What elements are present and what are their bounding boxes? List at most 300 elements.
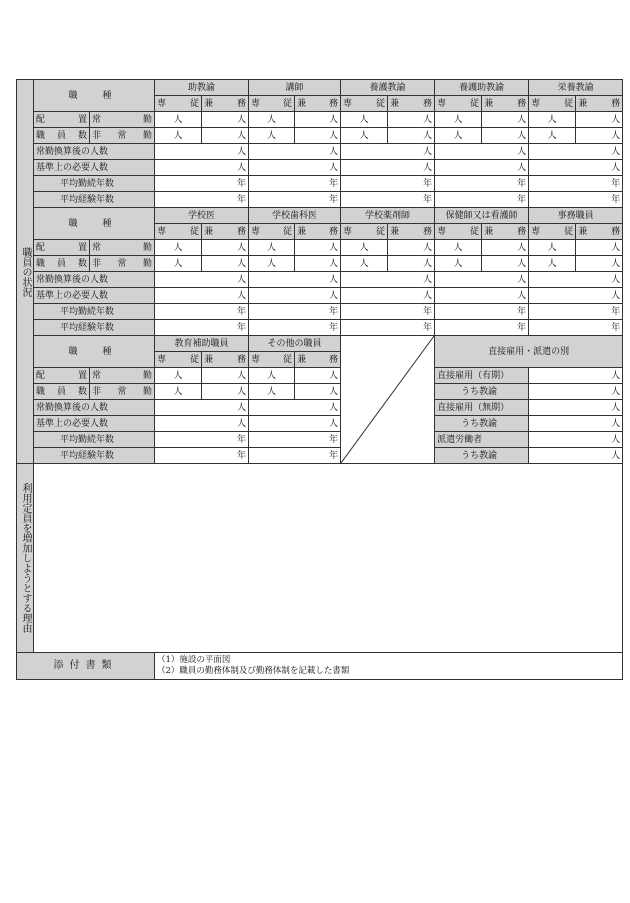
- unit: 人: [329, 242, 339, 253]
- sub-header-kenmu-text: 兼 務: [204, 354, 247, 365]
- staff-count-label-text: 職 員 数: [36, 386, 87, 397]
- sub-header-kenmu: [576, 224, 623, 240]
- sub-header-kenmu-text: 兼 務: [297, 98, 339, 109]
- unit: 人: [173, 258, 183, 269]
- unit: 人: [517, 242, 527, 253]
- employment-value-2[interactable]: [529, 400, 623, 416]
- unit: 人: [423, 274, 433, 285]
- unit: 年: [517, 178, 527, 189]
- sub-header-kenmu: [388, 224, 435, 240]
- value-cell-kenmu-2-3[interactable]: [482, 240, 529, 256]
- value-cell-kenmu-3-1[interactable]: [295, 384, 341, 400]
- job-header-2-2: 学校薬剤師: [341, 208, 435, 224]
- employment-type-label-5: うち教諭: [435, 448, 529, 464]
- unit: 人: [329, 130, 339, 141]
- unit: 人: [359, 242, 369, 253]
- value-cell-2-4[interactable]: [529, 320, 623, 336]
- row-label-kinzoku: 平均勤続年数: [34, 176, 155, 192]
- unit: 人: [611, 418, 621, 429]
- job-header-1-0: 助教諭: [155, 80, 249, 96]
- value-cell-3-1[interactable]: [249, 432, 341, 448]
- value-cell-kenmu-1-4[interactable]: [576, 128, 623, 144]
- unit: 人: [517, 274, 527, 285]
- value-cell-2-1[interactable]: [249, 304, 341, 320]
- unit: 人: [611, 146, 621, 157]
- employment-type-label-0: 直接雇用（有期）: [435, 368, 529, 384]
- unit: 年: [611, 322, 621, 333]
- employment-type-label-4: 派遣労働者: [435, 432, 529, 448]
- unit: 年: [329, 434, 339, 445]
- job-type-header: 職 種: [34, 80, 155, 112]
- value-cell-senju-2-2[interactable]: [341, 256, 388, 272]
- unit: 人: [329, 162, 339, 173]
- unit: 人: [173, 386, 183, 397]
- employment-type-label-2: 直接雇用（無期）: [435, 400, 529, 416]
- unit: 人: [611, 434, 621, 445]
- unit: 人: [267, 386, 277, 397]
- sub-header-senju-text: 専 従: [157, 226, 200, 237]
- value-cell-kenmu-1-3[interactable]: [482, 112, 529, 128]
- row-label-keiken: 平均経験年数: [34, 320, 155, 336]
- unit: 人: [237, 402, 247, 413]
- unit: 人: [423, 162, 433, 173]
- unit: 年: [517, 306, 527, 317]
- section-staff-label: 職員の状況: [17, 80, 34, 464]
- unit: 人: [453, 258, 463, 269]
- unit: 人: [329, 386, 339, 397]
- job-type-header: 職 種: [34, 208, 155, 240]
- unit: 人: [611, 450, 621, 461]
- row-label-kinzoku: 平均勤続年数: [34, 432, 155, 448]
- sub-header-kenmu-text: 兼 務: [390, 98, 433, 109]
- value-cell-1-1[interactable]: [249, 160, 341, 176]
- value-cell-kenmu-2-1[interactable]: [295, 240, 341, 256]
- value-cell-1-4[interactable]: [529, 160, 623, 176]
- staff-status-table: [16, 79, 623, 680]
- value-cell-senju-1-0[interactable]: [155, 128, 202, 144]
- unit: 人: [517, 258, 527, 269]
- sub-header-kenmu: [482, 224, 529, 240]
- employment-type-label-3: うち教諭: [435, 416, 529, 432]
- value-cell-1-0[interactable]: [155, 144, 249, 160]
- value-cell-3-0[interactable]: [155, 432, 249, 448]
- unit: 人: [173, 242, 183, 253]
- value-cell-2-3[interactable]: [435, 304, 529, 320]
- value-cell-kenmu-1-2[interactable]: [388, 128, 435, 144]
- value-cell-senju-3-0[interactable]: [155, 368, 202, 384]
- value-cell-kenmu-1-2[interactable]: [388, 112, 435, 128]
- unit: 人: [329, 258, 339, 269]
- unit: 人: [173, 370, 183, 381]
- value-cell-kenmu-3-1[interactable]: [295, 368, 341, 384]
- reason-text-area[interactable]: [34, 464, 623, 653]
- job-header-3-1: その他の職員: [249, 336, 341, 352]
- value-cell-1-2[interactable]: [341, 144, 435, 160]
- value-cell-2-4[interactable]: [529, 288, 623, 304]
- value-cell-kenmu-1-0[interactable]: [202, 112, 249, 128]
- unit: 人: [423, 114, 433, 125]
- value-cell-1-0[interactable]: [155, 160, 249, 176]
- value-cell-2-0[interactable]: [155, 272, 249, 288]
- unit: 人: [517, 130, 527, 141]
- unit: 人: [267, 130, 277, 141]
- value-cell-1-1[interactable]: [249, 176, 341, 192]
- sub-header-kenmu: [295, 224, 341, 240]
- value-cell-senju-1-2[interactable]: [341, 128, 388, 144]
- unit: 人: [329, 290, 339, 301]
- unit: 年: [237, 450, 247, 461]
- unit: 人: [611, 130, 621, 141]
- unit: 人: [237, 242, 247, 253]
- unit: 年: [237, 194, 247, 205]
- row-label-kansan: 常勤換算後の人数: [34, 400, 155, 416]
- value-cell-kenmu-1-3[interactable]: [482, 128, 529, 144]
- unit: 人: [237, 146, 247, 157]
- unit: 年: [517, 322, 527, 333]
- job-header-2-0: 学校医: [155, 208, 249, 224]
- value-cell-2-2[interactable]: [341, 304, 435, 320]
- sub-header-senju: [249, 352, 295, 368]
- unit: 人: [359, 114, 369, 125]
- value-cell-3-1[interactable]: [249, 448, 341, 464]
- value-cell-2-1[interactable]: [249, 320, 341, 336]
- value-cell-1-4[interactable]: [529, 144, 623, 160]
- sub-header-senju-text: 専 従: [531, 226, 574, 237]
- value-cell-1-3[interactable]: [435, 160, 529, 176]
- value-cell-senju-2-4[interactable]: [529, 240, 576, 256]
- placement-label-text: 配 置: [36, 114, 87, 125]
- sub-header-senju-text: 専 従: [251, 98, 293, 109]
- unit: 人: [329, 274, 339, 285]
- unit: 人: [173, 130, 183, 141]
- unit: 人: [237, 114, 247, 125]
- sub-header-senju-text: 専 従: [251, 354, 293, 365]
- value-cell-2-1[interactable]: [249, 272, 341, 288]
- sub-header-senju-text: 専 従: [251, 226, 293, 237]
- value-cell-kenmu-2-0[interactable]: [202, 256, 249, 272]
- value-cell-kenmu-1-0[interactable]: [202, 128, 249, 144]
- unit: 人: [329, 418, 339, 429]
- unit: 人: [423, 242, 433, 253]
- employment-value-5[interactable]: [529, 448, 623, 464]
- unit: 人: [453, 130, 463, 141]
- placement-label-1: [34, 240, 90, 256]
- unit: 人: [517, 290, 527, 301]
- value-cell-kenmu-1-4[interactable]: [576, 112, 623, 128]
- sub-header-senju: [529, 224, 576, 240]
- sub-header-senju-text: 専 従: [343, 226, 386, 237]
- value-cell-1-2[interactable]: [341, 192, 435, 208]
- attachments-label: 添付書類: [17, 653, 155, 680]
- value-cell-senju-2-1[interactable]: [249, 240, 295, 256]
- sub-header-senju: [435, 96, 482, 112]
- attachment-item-1: （1）施設の平面図: [157, 655, 231, 665]
- value-cell-3-1[interactable]: [249, 400, 341, 416]
- sub-header-kenmu-text: 兼 務: [484, 226, 527, 237]
- value-cell-senju-2-0[interactable]: [155, 256, 202, 272]
- unit: 年: [423, 194, 433, 205]
- employment-value-4[interactable]: [529, 432, 623, 448]
- unit: 人: [423, 130, 433, 141]
- sub-header-kenmu: [202, 224, 249, 240]
- value-cell-1-3[interactable]: [435, 176, 529, 192]
- unit: 人: [611, 386, 621, 397]
- sub-header-kenmu-text: 兼 務: [297, 354, 339, 365]
- value-cell-1-4[interactable]: [529, 176, 623, 192]
- parttime-label: [90, 128, 155, 144]
- unit: 人: [237, 386, 247, 397]
- unit: 人: [237, 162, 247, 173]
- job-header-1-2: 養護教諭: [341, 80, 435, 96]
- job-header-2-4: 事務職員: [529, 208, 623, 224]
- unit: 年: [329, 178, 339, 189]
- value-cell-kenmu-2-2[interactable]: [388, 256, 435, 272]
- unit: 年: [329, 194, 339, 205]
- unit: 人: [517, 114, 527, 125]
- value-cell-kenmu-1-1[interactable]: [295, 128, 341, 144]
- unit: 年: [329, 450, 339, 461]
- unit: 年: [329, 322, 339, 333]
- sub-header-senju: [341, 224, 388, 240]
- value-cell-2-3[interactable]: [435, 272, 529, 288]
- sub-header-senju: [155, 352, 202, 368]
- sub-header-kenmu-text: 兼 務: [578, 226, 621, 237]
- placement-label-2: [34, 256, 90, 272]
- value-cell-senju-2-3[interactable]: [435, 256, 482, 272]
- value-cell-3-0[interactable]: [155, 416, 249, 432]
- unit: 年: [237, 306, 247, 317]
- unit: 人: [453, 114, 463, 125]
- fulltime-label: [90, 112, 155, 128]
- unit: 人: [611, 290, 621, 301]
- value-cell-2-4[interactable]: [529, 304, 623, 320]
- unit: 人: [423, 290, 433, 301]
- row-label-keiken: 平均経験年数: [34, 448, 155, 464]
- employment-value-1[interactable]: [529, 384, 623, 400]
- unit: 人: [547, 114, 557, 125]
- parttime-label-text: 非 常 勤: [92, 258, 153, 269]
- sub-header-kenmu-text: 兼 務: [297, 226, 339, 237]
- value-cell-kenmu-2-4[interactable]: [576, 256, 623, 272]
- staff-count-label-text: 職 員 数: [36, 258, 87, 269]
- unit: 人: [237, 258, 247, 269]
- value-cell-3-0[interactable]: [155, 448, 249, 464]
- value-cell-senju-1-0[interactable]: [155, 112, 202, 128]
- placement-label-1: [34, 368, 90, 384]
- unit: 年: [423, 322, 433, 333]
- value-cell-2-2[interactable]: [341, 272, 435, 288]
- value-cell-1-1[interactable]: [249, 144, 341, 160]
- sub-header-kenmu-text: 兼 務: [484, 98, 527, 109]
- sub-header-senju-text: 専 従: [157, 354, 200, 365]
- unit: 人: [517, 162, 527, 173]
- sub-header-kenmu: [295, 352, 341, 368]
- value-cell-1-4[interactable]: [529, 192, 623, 208]
- sub-header-senju: [155, 96, 202, 112]
- sub-header-kenmu: [295, 96, 341, 112]
- sub-header-senju-text: 専 従: [437, 226, 480, 237]
- sub-header-senju-text: 専 従: [531, 98, 574, 109]
- placement-label-1: [34, 112, 90, 128]
- value-cell-senju-1-1[interactable]: [249, 112, 295, 128]
- employment-type-label-1: うち教諭: [435, 384, 529, 400]
- job-header-3-0: 教育補助職員: [155, 336, 249, 352]
- unit: 人: [611, 114, 621, 125]
- value-cell-senju-1-2[interactable]: [341, 112, 388, 128]
- unit: 人: [329, 114, 339, 125]
- unit: 人: [547, 258, 557, 269]
- unit: 人: [237, 130, 247, 141]
- value-cell-3-1[interactable]: [249, 416, 341, 432]
- fulltime-label-text: 常 勤: [92, 114, 153, 125]
- value-cell-1-1[interactable]: [249, 192, 341, 208]
- value-cell-senju-1-3[interactable]: [435, 128, 482, 144]
- unit: 人: [611, 258, 621, 269]
- value-cell-senju-2-2[interactable]: [341, 240, 388, 256]
- parttime-label: [90, 256, 155, 272]
- sub-header-kenmu-text: 兼 務: [204, 226, 247, 237]
- row-label-kansan: 常勤換算後の人数: [34, 144, 155, 160]
- value-cell-2-0[interactable]: [155, 304, 249, 320]
- value-cell-2-3[interactable]: [435, 320, 529, 336]
- sub-header-kenmu: [388, 96, 435, 112]
- unit: 人: [423, 146, 433, 157]
- unit: 人: [359, 130, 369, 141]
- row-label-kinzoku: 平均勤続年数: [34, 304, 155, 320]
- unit: 年: [237, 322, 247, 333]
- value-cell-kenmu-3-0[interactable]: [202, 384, 249, 400]
- value-cell-kenmu-2-2[interactable]: [388, 240, 435, 256]
- sub-header-senju: [249, 96, 295, 112]
- value-cell-2-0[interactable]: [155, 320, 249, 336]
- sub-header-senju-text: 専 従: [437, 98, 480, 109]
- unit: 人: [611, 162, 621, 173]
- unit: 人: [329, 146, 339, 157]
- sub-header-senju: [155, 224, 202, 240]
- diagonal-blank-cell: [341, 336, 435, 464]
- value-cell-2-0[interactable]: [155, 288, 249, 304]
- value-cell-senju-1-4[interactable]: [529, 128, 576, 144]
- value-cell-senju-3-1[interactable]: [249, 368, 295, 384]
- placement-label-text: 配 置: [36, 370, 87, 381]
- value-cell-1-0[interactable]: [155, 176, 249, 192]
- sub-header-kenmu: [202, 352, 249, 368]
- unit: 人: [267, 114, 277, 125]
- job-header-2-3: 保健師又は看護師: [435, 208, 529, 224]
- value-cell-kenmu-3-0[interactable]: [202, 368, 249, 384]
- attachment-item-2: （2）職員の勤務体制及び勤務体制を記載した書類: [157, 666, 350, 676]
- unit: 人: [329, 370, 339, 381]
- value-cell-senju-2-0[interactable]: [155, 240, 202, 256]
- fulltime-label: [90, 368, 155, 384]
- placement-label-text: 配 置: [36, 242, 87, 253]
- value-cell-1-3[interactable]: [435, 144, 529, 160]
- unit: 人: [517, 146, 527, 157]
- value-cell-senju-2-4[interactable]: [529, 256, 576, 272]
- unit: 人: [423, 258, 433, 269]
- unit: 人: [547, 130, 557, 141]
- unit: 人: [173, 114, 183, 125]
- sub-header-kenmu: [202, 96, 249, 112]
- sub-header-senju-text: 専 従: [343, 98, 386, 109]
- value-cell-2-1[interactable]: [249, 288, 341, 304]
- unit: 人: [329, 402, 339, 413]
- unit: 人: [267, 242, 277, 253]
- unit: 人: [453, 242, 463, 253]
- sub-header-kenmu-text: 兼 務: [578, 98, 621, 109]
- employment-value-0[interactable]: [529, 368, 623, 384]
- job-header-1-4: 栄養教諭: [529, 80, 623, 96]
- value-cell-kenmu-2-0[interactable]: [202, 240, 249, 256]
- row-label-kijun: 基準上の必要人数: [34, 160, 155, 176]
- value-cell-1-2[interactable]: [341, 176, 435, 192]
- parttime-label-text: 非 常 勤: [92, 130, 153, 141]
- value-cell-2-4[interactable]: [529, 272, 623, 288]
- value-cell-senju-3-0[interactable]: [155, 384, 202, 400]
- value-cell-2-3[interactable]: [435, 288, 529, 304]
- value-cell-senju-2-3[interactable]: [435, 240, 482, 256]
- fulltime-label: [90, 240, 155, 256]
- sub-header-senju-text: 専 従: [157, 98, 200, 109]
- value-cell-kenmu-2-3[interactable]: [482, 256, 529, 272]
- row-label-kijun: 基準上の必要人数: [34, 416, 155, 432]
- staff-count-label-text: 職 員 数: [36, 130, 87, 141]
- unit: 人: [237, 274, 247, 285]
- value-cell-3-0[interactable]: [155, 400, 249, 416]
- row-label-kijun: 基準上の必要人数: [34, 288, 155, 304]
- unit: 人: [611, 370, 621, 381]
- unit: 人: [267, 258, 277, 269]
- unit: 人: [611, 274, 621, 285]
- placement-label-2: [34, 384, 90, 400]
- employment-value-3[interactable]: [529, 416, 623, 432]
- value-cell-senju-1-4[interactable]: [529, 112, 576, 128]
- placement-label-2: [34, 128, 90, 144]
- value-cell-1-3[interactable]: [435, 192, 529, 208]
- unit: 人: [611, 242, 621, 253]
- unit: 年: [423, 306, 433, 317]
- unit: 人: [359, 258, 369, 269]
- fulltime-label-text: 常 勤: [92, 370, 153, 381]
- sub-header-senju: [249, 224, 295, 240]
- value-cell-1-2[interactable]: [341, 160, 435, 176]
- fulltime-label-text: 常 勤: [92, 242, 153, 253]
- value-cell-kenmu-2-4[interactable]: [576, 240, 623, 256]
- unit: 年: [237, 178, 247, 189]
- job-header-1-1: 講師: [249, 80, 341, 96]
- unit: 年: [517, 194, 527, 205]
- job-header-1-3: 養護助教諭: [435, 80, 529, 96]
- value-cell-1-0[interactable]: [155, 192, 249, 208]
- unit: 年: [611, 178, 621, 189]
- value-cell-kenmu-1-1[interactable]: [295, 112, 341, 128]
- value-cell-2-2[interactable]: [341, 288, 435, 304]
- value-cell-2-2[interactable]: [341, 320, 435, 336]
- job-type-header: 職 種: [34, 336, 155, 368]
- value-cell-senju-1-3[interactable]: [435, 112, 482, 128]
- value-cell-senju-3-1[interactable]: [249, 384, 295, 400]
- value-cell-kenmu-2-1[interactable]: [295, 256, 341, 272]
- sub-header-kenmu-text: 兼 務: [204, 98, 247, 109]
- sub-header-senju: [529, 96, 576, 112]
- attachments-list: [155, 653, 623, 680]
- unit: 年: [423, 178, 433, 189]
- value-cell-senju-1-1[interactable]: [249, 128, 295, 144]
- unit: 人: [267, 370, 277, 381]
- sub-header-kenmu-text: 兼 務: [390, 226, 433, 237]
- unit: 年: [237, 434, 247, 445]
- value-cell-senju-2-1[interactable]: [249, 256, 295, 272]
